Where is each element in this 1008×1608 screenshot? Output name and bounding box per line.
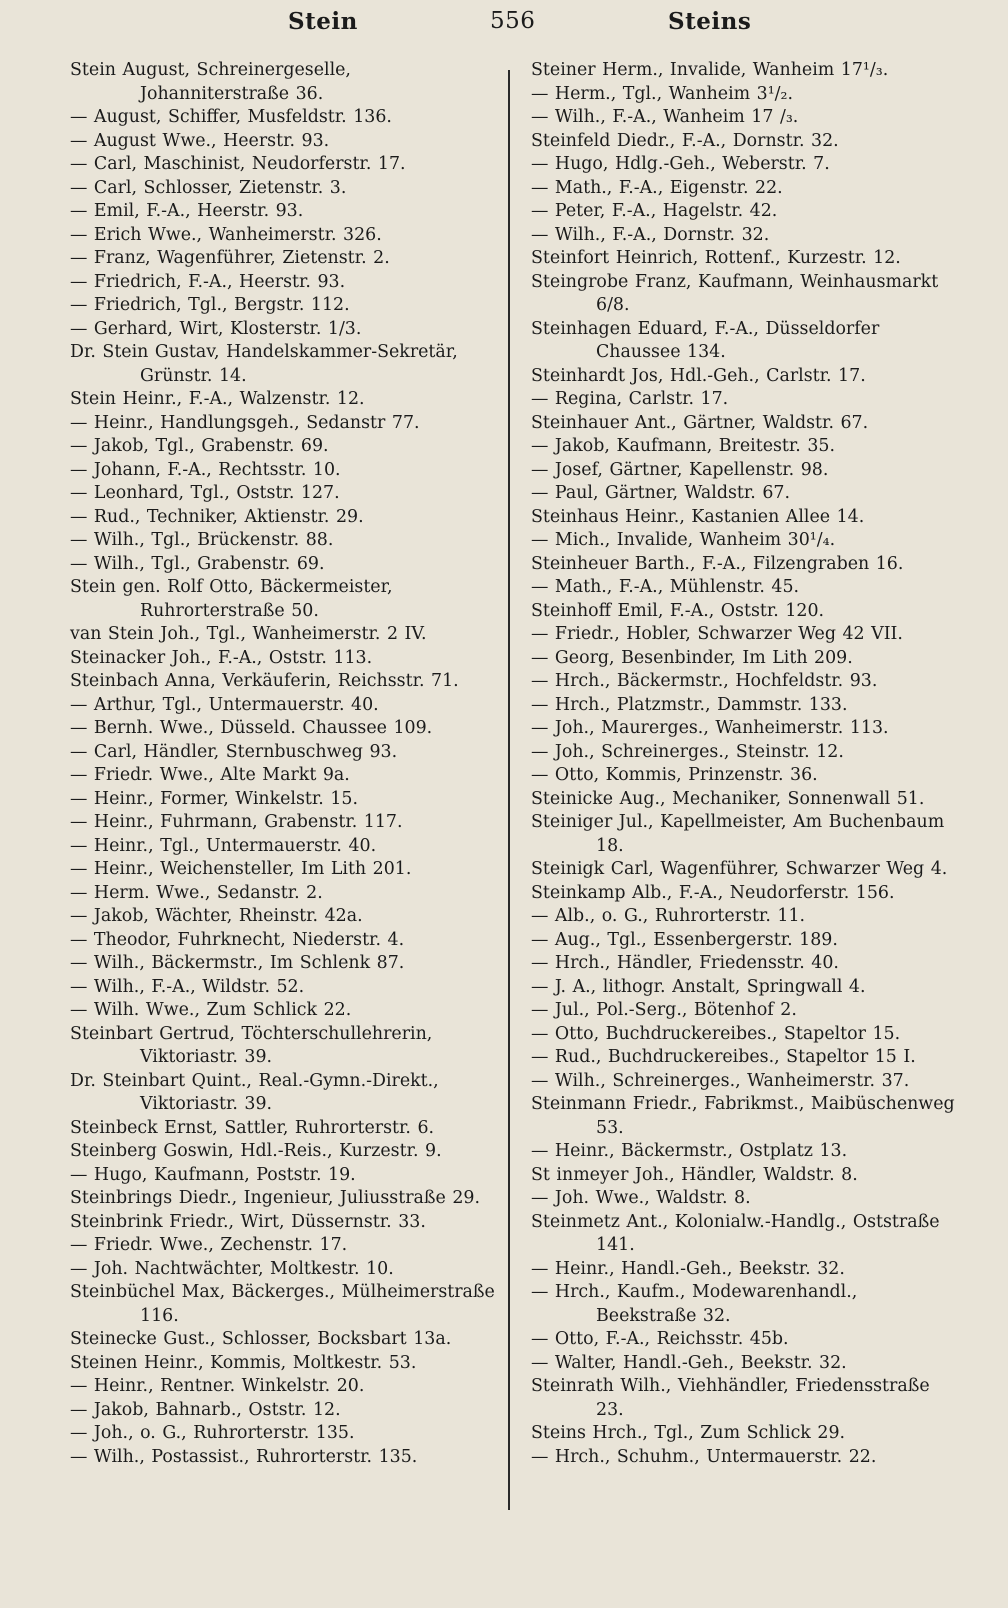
directory-entry: — August Wwe., Heerstr. 93. (70, 130, 330, 151)
directory-entry: — Friedr. Wwe., Zechenstr. 17. (70, 1235, 348, 1255)
left-column (70, 59, 495, 1469)
directory-entry: Dr. Stein Gustav, Handelskammer-Sekretär, Grünstr. 14. (70, 342, 458, 386)
directory-entry: Steinhoff Emil, F.-A., Oststr. 120. (531, 600, 825, 621)
directory-entry: Steinmann Friedr., Fabrikmst., Maibüschenweg 53. (531, 1094, 955, 1138)
directory-entry: — Heinr., Tgl., Untermauerstr. 40. (70, 835, 377, 856)
directory-entry: — Wilh., F.-A., Dornstr. 32. (531, 224, 770, 245)
page-header (0, 8, 1008, 48)
directory-entry: — Hrch., Händler, Friedensstr. 40. (531, 953, 839, 973)
directory-entry: Steinhaus Heinr., Kastanien Allee 14. (531, 506, 865, 527)
right-column (531, 59, 961, 1469)
directory-entry: — Gerhard, Wirt, Klosterstr. 1/3. (70, 318, 362, 339)
directory-entry: Steingrobe Franz, Kaufmann, Weinhausmarkt 6/8. (531, 271, 939, 315)
directory-entry: — Arthur, Tgl., Untermauerstr. 40. (70, 694, 379, 715)
directory-entry: Steinbeck Ernst, Sattler, Ruhrorterstr. 6. (70, 1117, 435, 1138)
directory-entry: Steinmetz Ant., Kolonialw.-Handlg., Oststraße 141. (531, 1211, 940, 1255)
directory-entry: Steinicke Aug., Mechaniker, Sonnenwall 51. (531, 788, 925, 809)
directory-entry: — Friedrich, F.-A., Heerstr. 93. (70, 271, 346, 292)
directory-entry: — Josef, Gärtner, Kapellenstr. 98. (531, 459, 829, 480)
directory-entry: — Georg, Besenbinder, Im Lith 209. (531, 647, 853, 668)
page-number: 556 (490, 8, 536, 34)
directory-entry: Steinhauer Ant., Gärtner, Waldstr. 67. (531, 412, 869, 433)
directory-entry: Stein August, Schreinergeselle, Johanniterstraße 36. (70, 60, 351, 104)
directory-entry: — Jakob, Tgl., Grabenstr. 69. (70, 436, 329, 456)
directory-entry: — Wilh., Tgl., Brückenstr. 88. (70, 530, 334, 550)
directory-entry: — Jakob, Wächter, Rheinstr. 42a. (70, 906, 363, 926)
directory-entry: Steinrath Wilh., Viehhändler, Friedensstraße 23. (531, 1376, 930, 1420)
directory-entry: van Stein Joh., Tgl., Wanheimerstr. 2 IV. (70, 624, 427, 644)
directory-entry: Steinacker Joh., F.-A., Oststr. 113. (70, 647, 373, 668)
directory-entry: Steinfeld Diedr., F.-A., Dornstr. 32. (531, 130, 839, 151)
directory-entry: — Otto, Buchdruckereibes., Stapeltor 15. (531, 1023, 901, 1044)
directory-entry: — Hrch., Bäckermstr., Hochfeldstr. 93. (531, 671, 878, 691)
directory-entry: — Wilh., Tgl., Grabenstr. 69. (70, 553, 325, 574)
directory-entry: — Aug., Tgl., Essenbergerstr. 189. (531, 929, 838, 950)
directory-entry: — Math., F.-A., Mühlenstr. 45. (531, 577, 800, 597)
directory-entry: Stein gen. Rolf Otto, Bäckermeister, Ruhrorterstraße 50. (70, 577, 393, 621)
directory-entry: — Alb., o. G., Ruhrorterstr. 11. (531, 906, 806, 926)
directory-entry: Steinbach Anna, Verkäuferin, Reichsstr. 71. (70, 671, 459, 691)
directory-entry: Steinheuer Barth., F.-A., Filzengraben 16. (531, 553, 904, 574)
directory-entry: Dr. Steinbart Quint., Real.-Gymn.-Direkt., Viktoriastr. 39. (70, 1070, 439, 1114)
directory-entry: — Jakob, Kaufmann, Breitestr. 35. (531, 436, 836, 456)
directory-entry: — Friedr., Hobler, Schwarzer Weg 42 VII. (531, 624, 903, 644)
directory-entry: — Heinr., Handl.-Geh., Beekstr. 32. (531, 1258, 845, 1279)
directory-entry: — Franz, Wagenführer, Zietenstr. 2. (70, 248, 390, 268)
directory-entry: Steinhardt Jos, Hdl.-Geh., Carlstr. 17. (531, 365, 866, 386)
directory-entry: Steinen Heinr., Kommis, Moltkestr. 53. (70, 1352, 417, 1373)
directory-entry: — Peter, F.-A., Hagelstr. 42. (531, 201, 778, 221)
directory-entry: — Hugo, Kaufmann, Poststr. 19. (70, 1164, 356, 1185)
directory-entry: — Herm. Wwe., Sedanstr. 2. (70, 882, 323, 903)
directory-entry: — Heinr., Fuhrmann, Grabenstr. 117. (70, 812, 403, 832)
directory-entry: Steinhagen Eduard, F.-A., Düsseldorfer Chaussee 134. (531, 318, 880, 362)
directory-entry: Steinberg Goswin, Hdl.-Reis., Kurzestr. 9. (70, 1141, 442, 1161)
column-divider (508, 70, 510, 1510)
directory-entry: Steinecke Gust., Schlosser, Bocksbart 13a. (70, 1329, 452, 1349)
directory-entry: — Regina, Carlstr. 17. (531, 389, 729, 409)
directory-entry: Steinbüchel Max, Bäckerges., Mülheimerstraße 116. (70, 1282, 495, 1326)
directory-entry: — Bernh. Wwe., Düsseld. Chaussee 109. (70, 718, 433, 738)
directory-entry: — Hugo, Hdlg.-Geh., Weberstr. 7. (531, 154, 830, 174)
directory-entry: — Wilh., Postassist., Ruhrorterstr. 135. (70, 1446, 418, 1467)
directory-entry: Steinbart Gertrud, Töchterschullehrerin, Viktoriastr. 39. (70, 1023, 433, 1067)
directory-entry: — Leonhard, Tgl., Oststr. 127. (70, 483, 340, 503)
directory-entry: St inmeyer Joh., Händler, Waldstr. 8. (531, 1164, 858, 1185)
directory-entry: Steins Hrch., Tgl., Zum Schlick 29. (531, 1423, 846, 1443)
directory-entry: — Friedr. Wwe., Alte Markt 9a. (70, 765, 350, 785)
directory-entry: — Carl, Händler, Sternbuschweg 93. (70, 741, 398, 762)
directory-entry: — Otto, F.-A., Reichsstr. 45b. (531, 1329, 789, 1349)
directory-entry: Steinfort Heinrich, Rottenf., Kurzestr. 12. (531, 248, 901, 268)
directory-entry: — Mich., Invalide, Wanheim 30¹/₄. (531, 530, 836, 550)
directory-entry: Steinbrink Friedr., Wirt, Düssernstr. 33. (70, 1211, 426, 1232)
directory-entry: — Wilh., Bäckermstr., Im Schlenk 87. (70, 953, 405, 973)
directory-entry: — Paul, Gärtner, Waldstr. 67. (531, 483, 790, 503)
directory-entry: — Joh., o. G., Ruhrorterstr. 135. (70, 1423, 355, 1443)
directory-entry: Stein Heinr., F.-A., Walzenstr. 12. (70, 389, 365, 409)
directory-entry: — Walter, Handl.-Geh., Beekstr. 32. (531, 1352, 847, 1373)
running-head-right: Steins (668, 8, 752, 35)
directory-entry: — Hrch., Platzmstr., Dammstr. 133. (531, 694, 848, 715)
directory-entry: — Heinr., Handlungsgeh., Sedanstr 77. (70, 412, 420, 433)
directory-entry: — Math., F.-A., Eigenstr. 22. (531, 177, 783, 198)
directory-entry: — August, Schiffer, Musfeldstr. 136. (70, 107, 392, 127)
directory-entry: — Carl, Maschinist, Neudorferstr. 17. (70, 154, 406, 174)
directory-entry: — Joh., Schreinerges., Steinstr. 12. (531, 741, 844, 762)
directory-entry: Steiniger Jul., Kapellmeister, Am Buchenbaum 18. (531, 812, 945, 856)
directory-entry: — Rud., Buchdruckereibes., Stapeltor 15 I. (531, 1047, 916, 1067)
directory-entry: — Heinr., Rentner. Winkelstr. 20. (70, 1376, 365, 1396)
directory-entry: — Heinr., Weichensteller, Im Lith 201. (70, 859, 412, 879)
directory-entry: — Jakob, Bahnarb., Oststr. 12. (70, 1399, 341, 1420)
directory-entry: — Johann, F.-A., Rechtsstr. 10. (70, 459, 341, 480)
directory-entry: — Hrch., Kaufm., Modewarenhandl., Beekstraße 32. (531, 1282, 858, 1326)
directory-entry: Steinigk Carl, Wagenführer, Schwarzer Weg 4. (531, 859, 948, 879)
directory-entry: — Theodor, Fuhrknecht, Niederstr. 4. (70, 929, 405, 950)
directory-entry: — J. A., lithogr. Anstalt, Springwall 4. (531, 976, 866, 997)
directory-entry: — Jul., Pol.-Serg., Bötenhof 2. (531, 1000, 797, 1020)
directory-entry: — Heinr., Former, Winkelstr. 15. (70, 788, 359, 809)
directory-entry: — Otto, Kommis, Prinzenstr. 36. (531, 765, 818, 785)
directory-entry: Steinkamp Alb., F.-A., Neudorferstr. 156. (531, 882, 895, 903)
directory-entry: — Heinr., Bäckermstr., Ostplatz 13. (531, 1141, 848, 1161)
directory-entry: — Hrch., Schuhm., Untermauerstr. 22. (531, 1446, 877, 1467)
directory-entry: — Wilh. Wwe., Zum Schlick 22. (70, 1000, 352, 1020)
directory-entry: — Herm., Tgl., Wanheim 3¹/₂. (531, 83, 794, 104)
directory-entry: — Joh. Wwe., Waldstr. 8. (531, 1188, 751, 1208)
directory-entry: — Friedrich, Tgl., Bergstr. 112. (70, 295, 350, 315)
directory-entry: Steiner Herm., Invalide, Wanheim 17¹/₃. (531, 60, 889, 80)
directory-entry: — Rud., Techniker, Aktienstr. 29. (70, 506, 364, 527)
directory-entry: — Carl, Schlosser, Zietenstr. 3. (70, 177, 347, 198)
directory-entry: — Wilh., F.-A., Wildstr. 52. (70, 976, 305, 997)
directory-entry: — Joh., Maurerges., Wanheimerstr. 113. (531, 718, 889, 738)
directory-entry: — Emil, F.-A., Heerstr. 93. (70, 201, 304, 221)
running-head-left: Stein (288, 8, 358, 35)
directory-entry: — Wilh., F.-A., Wanheim 17 /₃. (531, 107, 799, 127)
directory-entry: — Erich Wwe., Wanheimerstr. 326. (70, 224, 382, 245)
directory-entry: — Joh. Nachtwächter, Moltkestr. 10. (70, 1258, 394, 1279)
directory-entry: — Wilh., Schreinerges., Wanheimerstr. 37. (531, 1070, 910, 1091)
directory-entry: Steinbrings Diedr., Ingenieur, Juliusstraße 29. (70, 1188, 480, 1208)
